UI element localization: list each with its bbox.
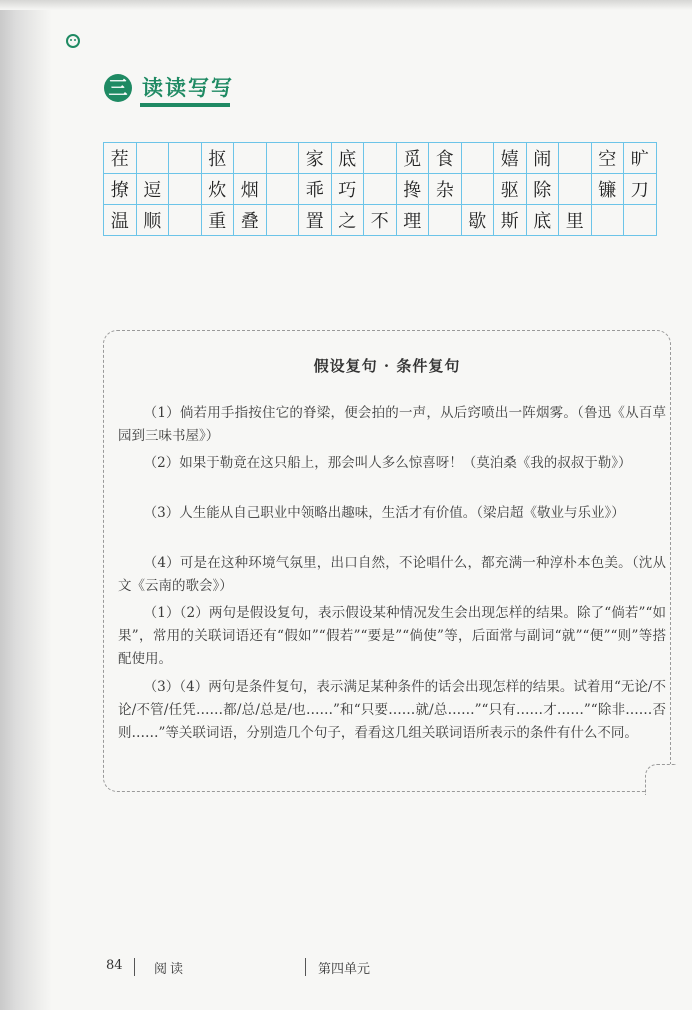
- grid-cell: 斯: [494, 205, 527, 236]
- book-binding-edge: [0, 0, 52, 1010]
- grid-cell: 闹: [526, 143, 559, 174]
- grid-cell: 杂: [429, 174, 462, 205]
- grid-cell: [559, 143, 592, 174]
- grid-cell: [169, 174, 202, 205]
- page-number: 84: [106, 958, 123, 973]
- footer-unit-label: 第四单元: [318, 962, 371, 977]
- grid-cell: [169, 143, 202, 174]
- grid-cell: [266, 143, 299, 174]
- section-title: 读读写写: [142, 75, 234, 100]
- grid-cell: 底: [331, 143, 364, 174]
- grid-cell: 炊: [201, 174, 234, 205]
- grid-cell: 驱: [494, 174, 527, 205]
- grid-cell: [559, 174, 592, 205]
- grid-row: [104, 143, 657, 174]
- grid-cell: 食: [429, 143, 462, 174]
- grid-cell: [461, 143, 494, 174]
- grid-cell: 茬: [104, 143, 137, 174]
- grid-row: [104, 174, 657, 205]
- grid-cell: 温: [104, 205, 137, 236]
- grid-cell: 撩: [104, 174, 137, 205]
- grid-cell: 不: [364, 205, 397, 236]
- page-top-shadow: [0, 0, 692, 10]
- grid-cell: [136, 143, 169, 174]
- grid-cell: 家: [299, 143, 332, 174]
- grid-cell: [364, 174, 397, 205]
- footer-section-label: 阅读: [154, 962, 187, 977]
- grid-cell: 烟: [234, 174, 267, 205]
- grid-cell: 理: [396, 205, 429, 236]
- example-sentence-4: （4）可是在这种环境气氛里，出口自然，不论唱什么，都充满一种淳朴本色美。（沈从文《云南的歌会》）: [118, 555, 666, 594]
- title-underline: [140, 103, 230, 107]
- knowledge-box-title: 假设复句 · 条件复句: [313, 357, 461, 375]
- smiley-icon: [66, 34, 80, 48]
- grid-cell: 逗: [136, 174, 169, 205]
- grid-cell: [461, 174, 494, 205]
- grid-cell: [624, 205, 657, 236]
- grid-cell: [591, 205, 624, 236]
- grid-cell: 觅: [396, 143, 429, 174]
- footer-divider: [134, 958, 135, 976]
- grid-cell: 空: [591, 143, 624, 174]
- grid-cell: [364, 143, 397, 174]
- grid-cell: 顺: [136, 205, 169, 236]
- grid-cell: 嬉: [494, 143, 527, 174]
- section-number-badge: 三: [104, 74, 132, 102]
- grid-cell: [266, 174, 299, 205]
- folded-corner: [645, 764, 676, 795]
- grid-cell: 镰: [591, 174, 624, 205]
- grid-cell: 底: [526, 205, 559, 236]
- grid-cell: 歇: [461, 205, 494, 236]
- footer-divider: [305, 958, 306, 976]
- example-sentence-3: （3）人生能从自己职业中领略出趣味，生活才有价值。（梁启超《敬业与乐业》）: [143, 505, 625, 521]
- example-sentence-1: （1）倘若用手指按住它的脊梁，便会拍的一声，从后窍喷出一阵烟雾。（鲁迅《从百草园到三味书屋》）: [118, 405, 666, 444]
- grid-cell: 置: [299, 205, 332, 236]
- grid-cell: 重: [201, 205, 234, 236]
- grid-cell: [266, 205, 299, 236]
- example-sentence-2: （2）如果于勒竟在这只船上，那会叫人多么惊喜呀！（莫泊桑《我的叔叔于勒》）: [143, 455, 632, 471]
- word-grid: [103, 142, 657, 236]
- explanation-hypothetical: （1）（2）两句是假设复句，表示假设某种情况发生会出现怎样的结果。除了“倘若”“如果”，常用的关联词语还有“假如”“假若”“要是”“倘使”等，后面常与副词“就”“便”“则”等搭配使用。: [118, 605, 666, 667]
- grid-cell: 叠: [234, 205, 267, 236]
- grid-cell: [429, 205, 462, 236]
- grid-cell: [169, 205, 202, 236]
- grid-cell: [234, 143, 267, 174]
- grid-cell: 除: [526, 174, 559, 205]
- grid-cell: 之: [331, 205, 364, 236]
- grid-cell: 抠: [201, 143, 234, 174]
- explanation-conditional: （3）（4）两句是条件复句，表示满足某种条件的话会出现怎样的结果。试着用“无论/不论/不管/任凭……都/总/总是/也……”和“只要……就/总……”“只有……才……”“除非……否则……”等关联词语，分别造几个句子，看看这几组关联词语所表示的条件有什么不同。: [118, 679, 666, 741]
- grid-cell: 搀: [396, 174, 429, 205]
- grid-cell: 旷: [624, 143, 657, 174]
- grid-cell: 乖: [299, 174, 332, 205]
- grid-cell: 刀: [624, 174, 657, 205]
- grid-cell: 里: [559, 205, 592, 236]
- grid-cell: 巧: [331, 174, 364, 205]
- grid-row: [104, 205, 657, 236]
